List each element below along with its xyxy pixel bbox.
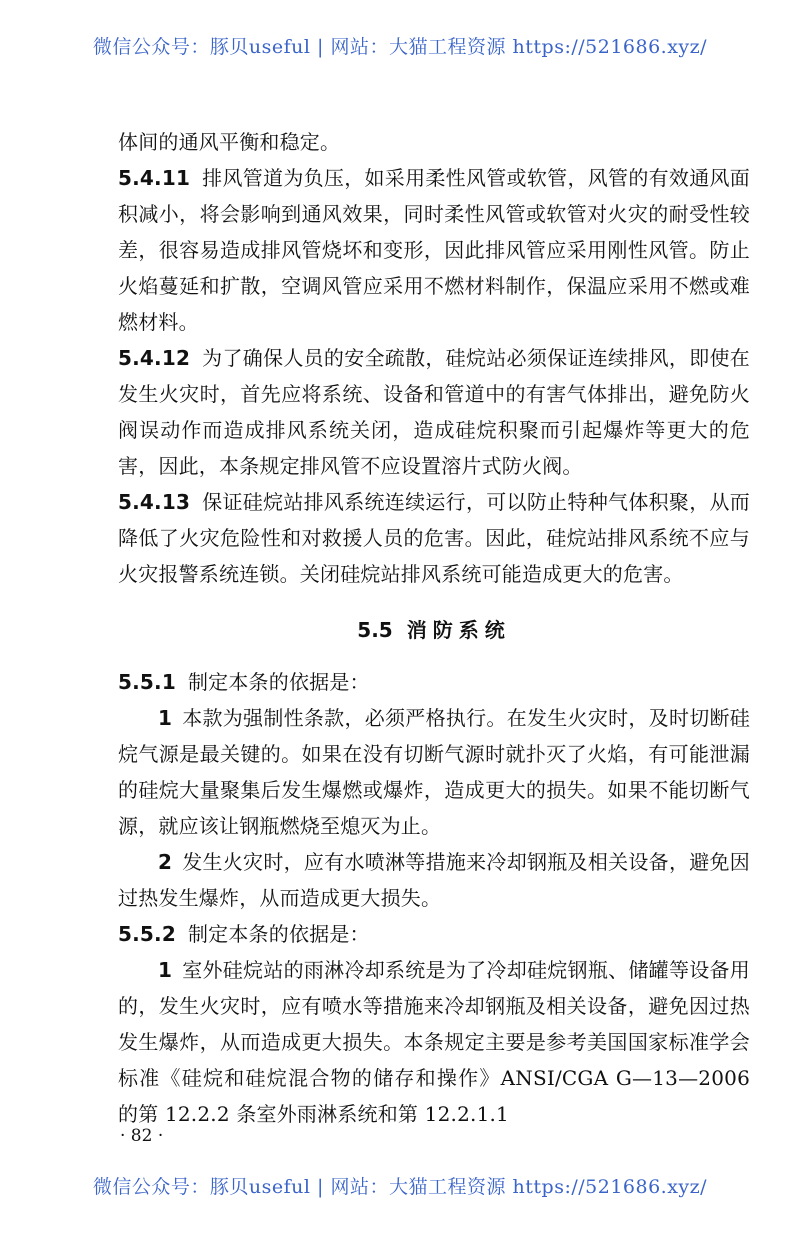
section-title: 消防系统 — [406, 618, 511, 642]
clause-5-4-12 — [118, 340, 750, 484]
clause-number: 5.4.12 — [118, 346, 191, 370]
clause-number: 5.5.1 — [118, 670, 176, 694]
clause-text: 为了确保人员的安全疏散，硅烷站必须保证连续排风，即使在发生火灾时，首先应将系统、设备和管道中的有害气体排出，避免防火阀误动作而造成排风系统关闭，造成硅烷积聚而引起爆炸等更大的危害，因此，本条规定排风管不应设置溶片式防火阀。 — [118, 346, 750, 478]
paragraph-continuation — [118, 124, 750, 160]
item-number: 1 — [158, 958, 173, 982]
item-text: 室外硅烷站的雨淋冷却系统是为了冷却硅烷钢瓶、储罐等设备用的，发生火灾时，应有喷水等措施来冷却钢瓶及相关设备，避免因过热发生爆炸，从而造成更大损失。本条规定主要是参考美国国家标准学会标准《硅烷和硅烷混合物的储存和操作》ANSI/CGA G—13—2006 的第 12.2.2 条室外雨淋系统和第 12.2.1.1 — [118, 958, 750, 1126]
clause-item-2 — [118, 844, 750, 916]
clause-5-5-1 — [118, 664, 750, 700]
clause-number: 5.5.2 — [118, 922, 176, 946]
page-number: · 82 · — [120, 1126, 164, 1146]
item-number: 1 — [158, 706, 173, 730]
clause-item-1 — [118, 700, 750, 844]
clause-5-4-13 — [118, 484, 750, 592]
clause-5-4-11 — [118, 160, 750, 340]
clause-number: 5.4.13 — [118, 490, 191, 514]
item-text: 本款为强制性条款，必须严格执行。在发生火灾时，及时切断硅烷气源是最关键的。如果在没有切断气源时就扑灭了火焰，有可能泄漏的硅烷大量聚集后发生爆燃或爆炸，造成更大的损失。如果不能切断气源，就应该让钢瓶燃烧至熄灭为止。 — [118, 706, 750, 838]
section-heading — [118, 612, 750, 648]
clause-text: 排风管道为负压，如采用柔性风管或软管，风管的有效通风面积减小，将会影响到通风效果，同时柔性风管或软管对火灾的耐受性较差，很容易造成排风管烧坏和变形，因此排风管应采用刚性风管。防止火焰蔓延和扩散，空调风管应采用不燃材料制作，保温应采用不燃或难燃材料。 — [118, 166, 750, 334]
clause-number: 5.4.11 — [118, 166, 191, 190]
clause-text: 制定本条的依据是： — [187, 922, 370, 946]
clause-text: 制定本条的依据是： — [187, 670, 370, 694]
section-number: 5.5 — [357, 618, 393, 642]
clause-item-1 — [118, 952, 750, 1132]
item-text: 发生火灾时，应有水喷淋等措施来冷却钢瓶及相关设备，避免因过热发生爆炸，从而造成更大损失。 — [118, 850, 750, 910]
item-number: 2 — [158, 850, 173, 874]
watermark-bottom: 微信公众号：豚贝useful | 网站：大猫工程资源 https://521686.xyz/ — [92, 1176, 708, 1198]
watermark-top: 微信公众号：豚贝useful | 网站：大猫工程资源 https://521686.xyz/ — [92, 36, 708, 58]
document-body — [118, 124, 750, 1132]
clause-5-5-2 — [118, 916, 750, 952]
clause-text: 保证硅烷站排风系统连续运行，可以防止特种气体积聚，从而降低了火灾危险性和对救援人员的危害。因此，硅烷站排风系统不应与火灾报警系统连锁。关闭硅烷站排风系统可能造成更大的危害。 — [118, 490, 750, 586]
paragraph-text: 体间的通风平衡和稳定。 — [118, 130, 341, 154]
